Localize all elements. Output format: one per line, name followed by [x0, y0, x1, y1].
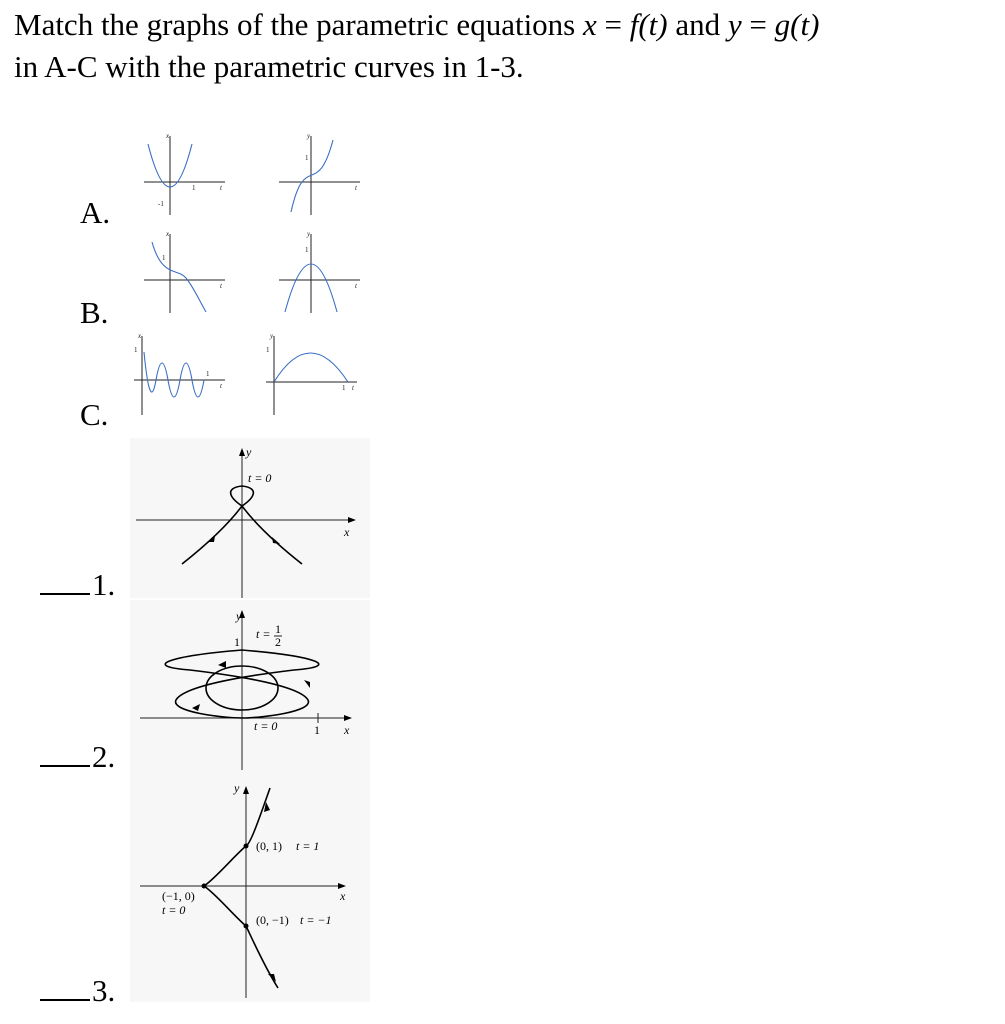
curve-3-point-3	[244, 924, 249, 929]
a-x-tick-neg-one: -1	[158, 200, 164, 208]
curve-3-p1t-label: t = 1	[296, 839, 320, 853]
c-x-axis-label: x	[138, 332, 142, 340]
curve-2-t-half-den: 2	[275, 635, 281, 649]
curve-1-blank[interactable]	[40, 591, 90, 595]
b-t-axis-label: t	[220, 282, 222, 290]
question-and: and	[667, 7, 728, 42]
curve-2-x-label: x	[344, 723, 350, 737]
curve-2-y-label: y	[236, 609, 242, 623]
curve-2-label	[40, 740, 115, 774]
b-y-axis-label: y	[307, 230, 311, 238]
option-c-label: C.	[80, 397, 109, 432]
curve-1-t0-label: t = 0	[248, 471, 272, 485]
curve-2-graph	[130, 600, 370, 780]
curve-3-graph	[130, 778, 370, 1002]
curve-1-graph	[130, 438, 370, 598]
a-x-axis-label: x	[166, 132, 170, 140]
curve-3-point-1	[244, 844, 249, 849]
curve-3-point-2	[202, 884, 207, 889]
option-c-x-graph	[130, 330, 230, 418]
c-t-axis-label: t	[220, 382, 222, 390]
b-x-axis-label: x	[166, 230, 170, 238]
a-y-cubic-curve	[291, 140, 333, 212]
curve-3-y-label: y	[234, 781, 240, 795]
c-x-tick-one: 1	[134, 346, 138, 354]
a-y-t-axis-label: t	[355, 184, 357, 192]
c-y-tick-one: 1	[266, 346, 270, 354]
curve-3-p2t-label: t = 0	[162, 903, 186, 917]
curve-3-p2-label: (−1, 0)	[162, 889, 195, 903]
option-a-label: A.	[80, 195, 111, 230]
curve-2-number: 2.	[92, 739, 116, 774]
question-line2-text: in A-C with the parametric curves in 1-3.	[14, 49, 524, 84]
option-a-y-graph	[275, 130, 365, 218]
curve-3-p3t-label: t = −1	[300, 913, 332, 927]
c-x-sine-curve	[144, 352, 204, 397]
curve-3-p1-label: (0, 1)	[256, 839, 282, 853]
curve-1-x-label: x	[344, 525, 350, 539]
curve-1-label	[40, 568, 115, 602]
question-line1-text: Match the graphs of the parametric equations	[14, 7, 583, 42]
option-b-label: B.	[80, 295, 109, 330]
curve-3-number: 3.	[92, 973, 116, 1008]
curve-3-blank[interactable]	[40, 997, 90, 1001]
option-b-y-graph	[275, 228, 365, 316]
curve-2-t-half-num: 1	[275, 622, 281, 636]
a-x-tick-one: 1	[192, 184, 196, 192]
curve-2-one-y: 1	[234, 635, 240, 649]
curve-3-x-label: x	[340, 889, 346, 903]
c-y-t-axis-label: t	[352, 384, 354, 392]
option-c-y-graph	[262, 330, 362, 418]
c-y-tick-t-one: 1	[342, 384, 346, 392]
curve-1-y-label: y	[246, 445, 252, 459]
c-y-arch-curve	[274, 353, 348, 382]
eq-y-lhs: y	[727, 7, 742, 42]
b-y-tick-one: 1	[305, 246, 309, 254]
c-y-axis-label: y	[270, 332, 274, 340]
b-x-tick-one: 1	[162, 254, 166, 262]
curve-3-label	[40, 974, 115, 1008]
curve-2-one-x: 1	[314, 723, 320, 737]
c-x-tick-t-one: 1	[206, 370, 210, 378]
option-a-x-graph	[140, 130, 230, 218]
option-b-x-graph	[140, 228, 230, 316]
a-y-axis-label: y	[307, 132, 311, 140]
curve-2-t0-label: t = 0	[254, 719, 278, 733]
curve-1-number: 1.	[92, 567, 116, 602]
curve-2-panel	[130, 600, 370, 780]
a-t-axis-label: t	[220, 184, 222, 192]
b-y-t-axis-label: t	[355, 282, 357, 290]
b-x-cubic-curve	[152, 242, 206, 312]
question-text: Match the graphs of the parametric equations x = f(t) and y = g(t) in A-C with the parametric curves in 1-3.	[14, 7, 820, 84]
curve-2-t-eq: t =	[256, 627, 271, 641]
curve-1-panel	[130, 438, 370, 598]
eq-x-lhs: x	[583, 7, 597, 42]
a-y-tick-one: 1	[305, 154, 309, 162]
curve-2-blank[interactable]	[40, 763, 90, 767]
eq-y-rhs: g(t)	[774, 7, 820, 42]
curve-3-p3-label: (0, −1)	[256, 913, 289, 927]
eq-x-rhs: f(t)	[629, 7, 668, 42]
